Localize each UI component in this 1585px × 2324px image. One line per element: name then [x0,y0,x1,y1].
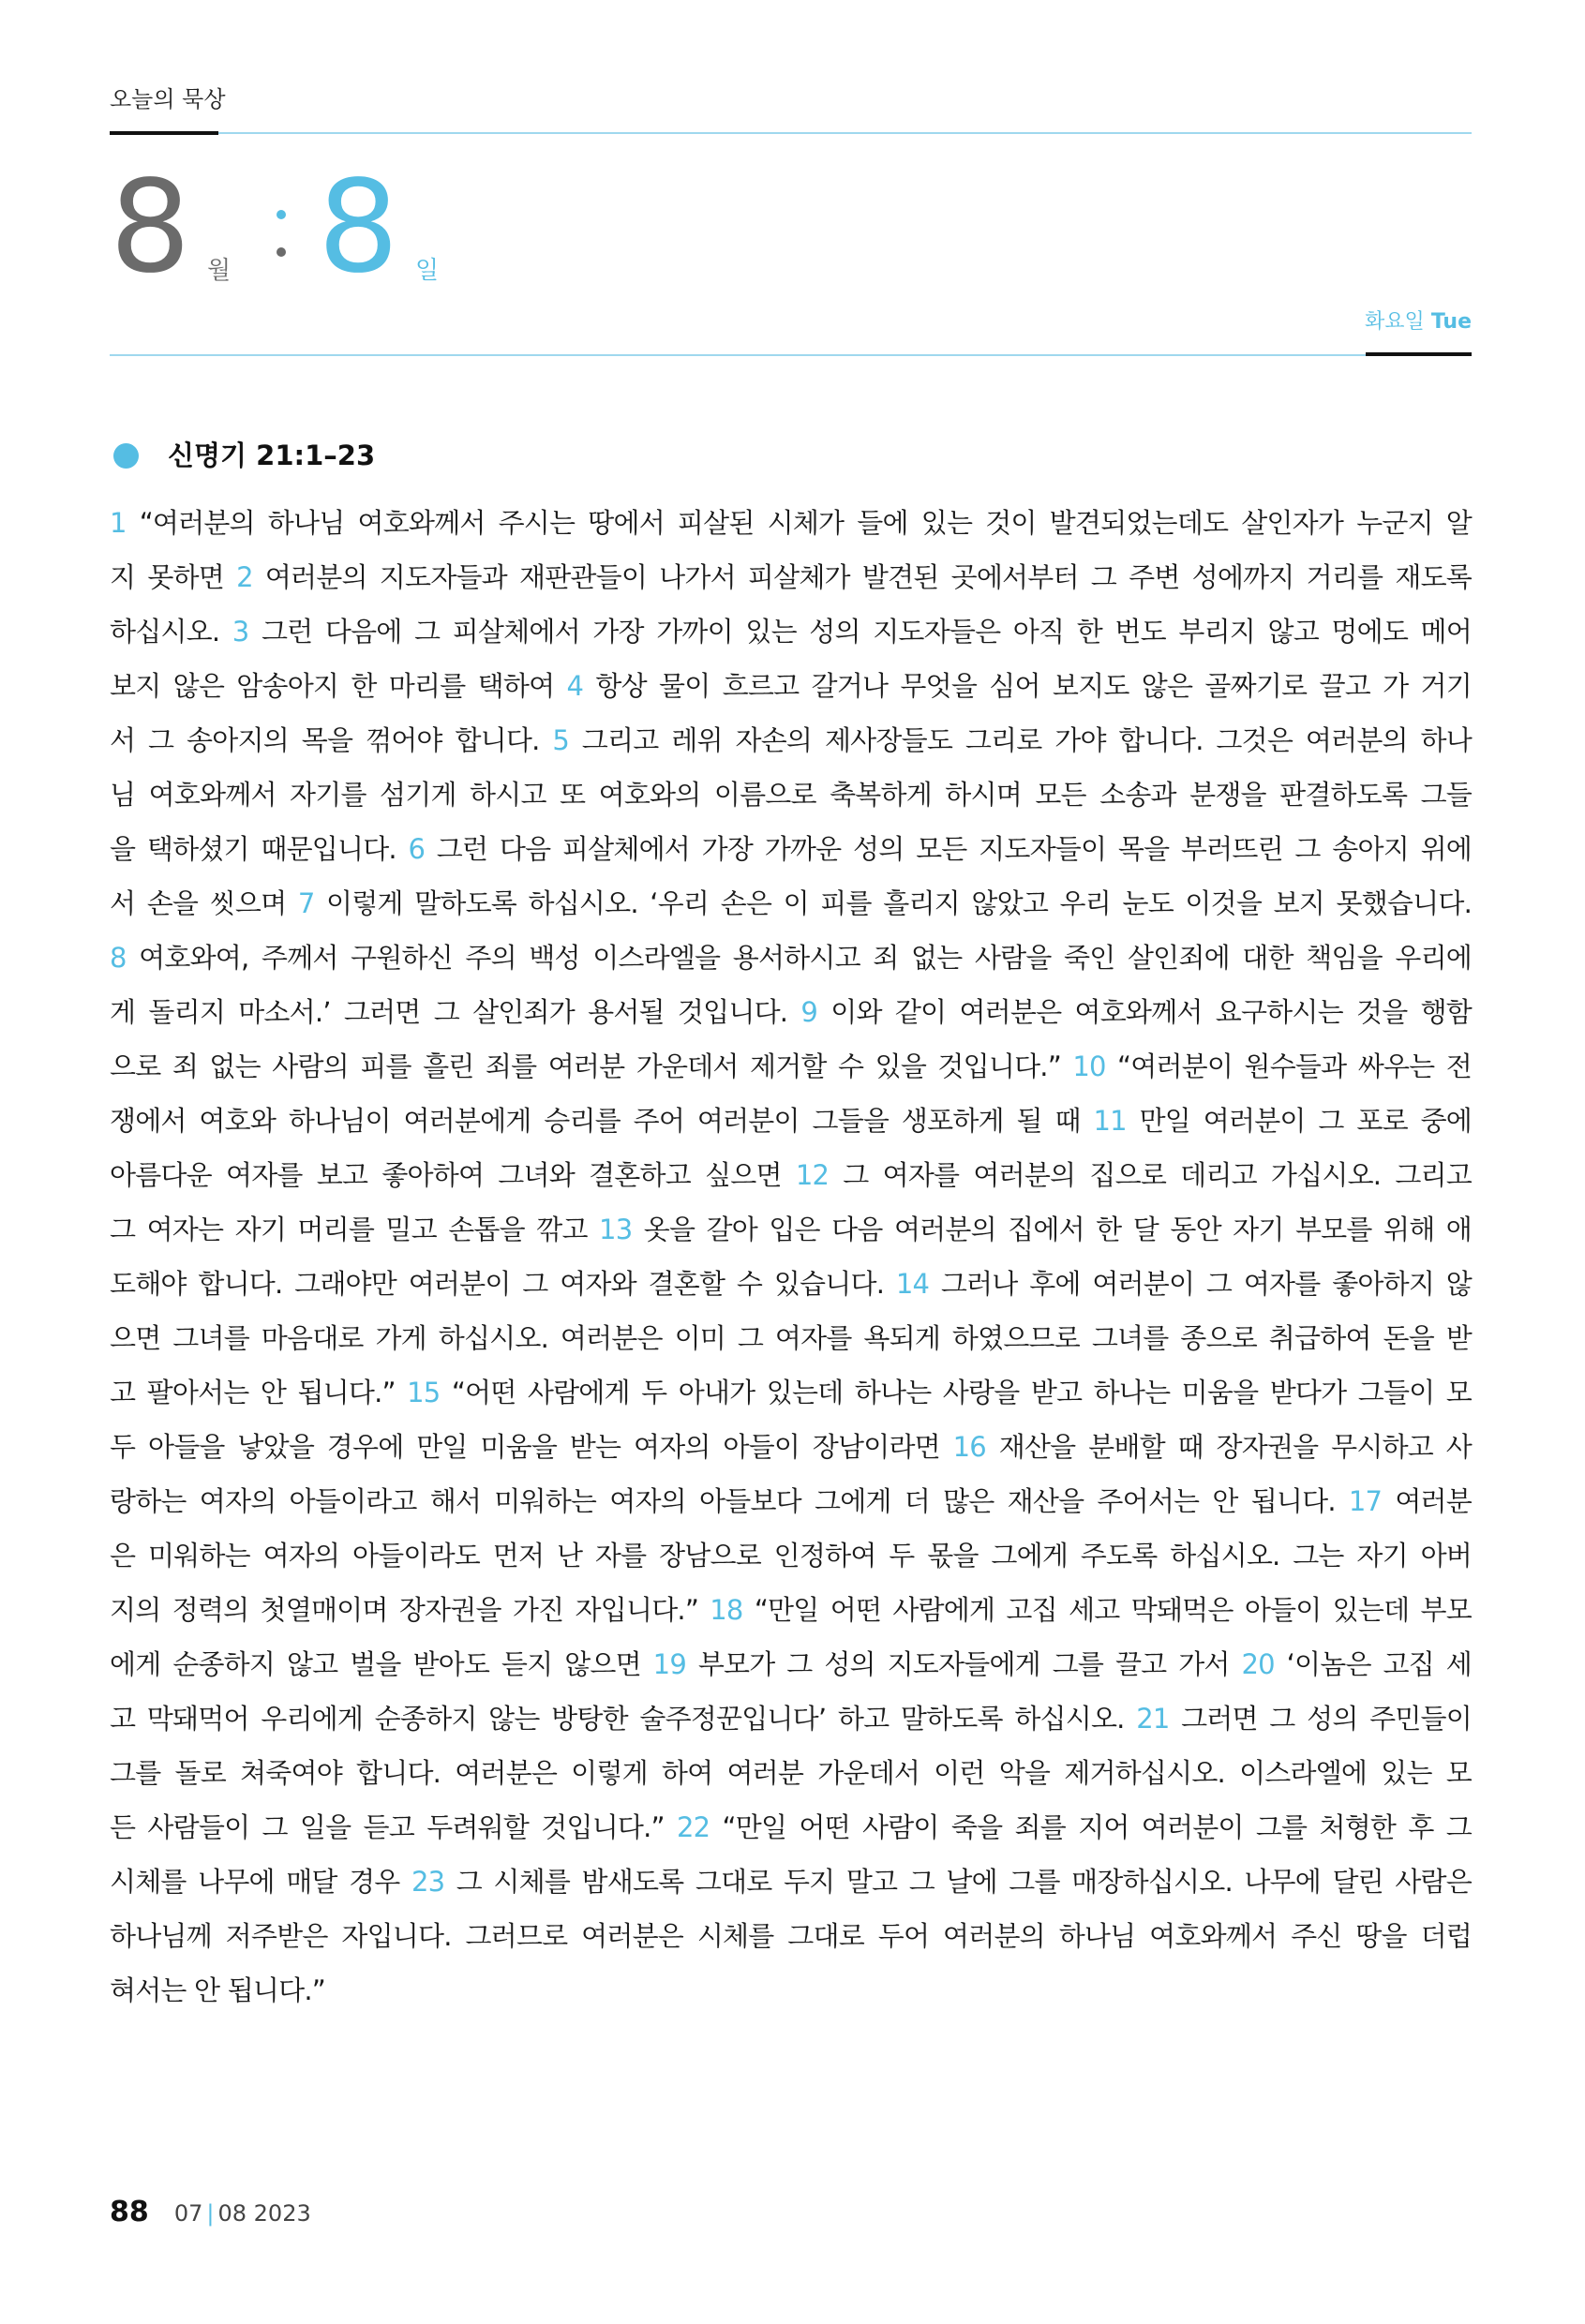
verse-text: 하나님께 저주받은 자입니다. 그러므로 여러분은 시체를 그대로 두어 여러분의 하나님 여호와께서 주신 땅을 더럽 [110,1920,1472,1952]
body-line [110,767,1472,822]
verse-number: 9 [800,996,831,1028]
body-line [110,1257,1472,1311]
verse-text: 랑하는 여자의 아들이라고 해서 미워하는 여자의 아들보다 그에게 더 많은 재산을 주어서는 안 됩니다. [110,1485,1349,1517]
verse-text: 지의 정력의 첫열매이며 장자권을 가진 자입니다.” [110,1594,710,1626]
body-line [110,822,1472,876]
body-line [110,1420,1472,1474]
verse-text: 아름다운 여자를 보고 좋아하여 그녀와 결혼하고 싶으면 [110,1159,796,1191]
section-label: 오늘의 묵상 [110,86,226,112]
day-unit: 일 [415,257,440,285]
page-number: 88 [110,2196,149,2228]
verse-text: 고 팔아서는 안 됩니다.” [110,1377,408,1408]
weekday-english: Tue [1430,310,1472,334]
body-line [110,1691,1472,1746]
verse-text: 그 여자는 자기 머리를 밀고 손톱을 깎고 [110,1214,600,1245]
verse-text: “만일 어떤 사람이 죽을 죄를 지어 여러분이 그를 처형한 후 그 [722,1811,1472,1843]
verse-text: 은 미워하는 여자의 아들이라도 먼저 난 자를 장남으로 인정하여 두 몫을 그에게 주도록 하십시오. 그는 자기 아버 [110,1540,1472,1572]
body-line [110,1583,1472,1637]
verse-number: 7 [297,887,326,919]
body-line [110,931,1472,985]
verse-text: 항상 물이 흐르고 갈거나 무엇을 심어 보지도 않은 골짜기로 끌고 가 거기 [595,670,1472,702]
verse-text: “여러분이 원수들과 싸우는 전 [1117,1050,1472,1082]
verse-text: 두 아들을 낳았을 경우에 만일 미움을 받는 여자의 아들이 장남이라면 [110,1431,953,1463]
body-line [110,1311,1472,1365]
verse-text: 서 그 송아지의 목을 꺾어야 합니다. [110,724,553,756]
month-number: 8 [110,154,187,302]
issue-month: 07 [173,2200,203,2227]
verse-text: 시체를 나무에 매달 경우 [110,1866,411,1898]
verse-text: 도해야 합니다. 그래야만 여러분이 그 여자와 결혼할 수 있습니다. [110,1268,896,1300]
body-line [110,876,1472,931]
body-line [110,659,1472,713]
verse-text: 여러분 [1395,1485,1472,1517]
body-line [110,1855,1472,1909]
body-line [110,1909,1472,1963]
body-line [110,1963,1472,2018]
colon-dot-top [277,210,286,219]
verse-text: 옷을 갈아 입은 다음 여러분의 집에서 한 달 동안 자기 부모를 위해 애 [643,1214,1472,1245]
verse-number: 20 [1241,1648,1287,1680]
verse-text: 이렇게 말하도록 하십시오. ‘우리 손은 이 피를 흘리지 않았고 우리 눈도 이것을 보지 못했습니다. [325,887,1472,919]
verse-text: ‘이놈은 고집 세 [1286,1648,1472,1680]
verse-number: 16 [952,1431,999,1463]
verse-number: 10 [1072,1050,1118,1082]
body-line [110,1365,1472,1420]
body-line [110,496,1472,550]
verse-text: 을 택하셨기 때문입니다. [110,833,409,865]
body-line [110,1637,1472,1691]
body-line [110,1148,1472,1202]
colon-dot-bottom [277,247,286,257]
weekday-korean: 화요일 [1365,310,1425,334]
mid-rule-dark [1366,352,1472,356]
day-number: 8 [318,154,396,302]
verse-text: 그러면 그 성의 주민들이 [1181,1703,1472,1735]
verse-text: 서 손을 씻으며 [110,887,298,919]
verse-text: 하십시오. [110,616,232,648]
verse-text: 혀서는 안 됩니다.” [110,1974,325,2006]
verse-text: 이와 같이 여러분은 여호와께서 요구하시는 것을 행함 [830,996,1473,1028]
verse-number: 4 [566,670,596,702]
verse-number: 8 [110,942,140,974]
body-line [110,1474,1472,1528]
verse-text: 부모가 그 성의 지도자들에게 그를 끌고 가서 [697,1648,1242,1680]
issue-date [174,2200,311,2227]
verse-number: 3 [232,616,262,648]
verse-text: 만일 여러분이 그 포로 중에 [1139,1105,1472,1137]
verse-text: 그리고 레위 자손의 제사장들도 그리로 가야 합니다. 그것은 여러분의 하나 [581,724,1472,756]
body-line [110,1094,1472,1148]
body-line [110,1800,1472,1855]
verse-text: 보지 않은 암송아지 한 마리를 택하여 [110,670,567,702]
body-line [110,1202,1472,1257]
issue-separator: | [206,2200,215,2227]
verse-number: 18 [710,1594,755,1626]
body-line [110,604,1472,659]
verse-text: 여호와여, 주께서 구원하신 주의 백성 이스라엘을 용서하시고 죄 없는 사람을 죽인 살인죄에 대한 책임을 우리에 [139,942,1472,974]
verse-text: 그 여자를 여러분의 집으로 데리고 가십시오. 그리고 [843,1159,1472,1191]
verse-text: 고 막돼먹어 우리에게 순종하지 않는 방탕한 술주정꾼입니다’ 하고 말하도록 하십시오. [110,1703,1137,1735]
verse-number: 1 [110,507,140,539]
body-line [110,985,1472,1039]
date-display [110,154,766,302]
weekday [1365,305,1472,335]
verse-number: 14 [895,1268,941,1300]
scripture-body [110,496,1472,2018]
top-rule-light [218,132,1472,134]
month-unit: 월 [207,257,232,285]
verse-text: 재산을 분배할 때 장자권을 무시하고 사 [998,1431,1472,1463]
verse-text: 으면 그녀를 마음대로 가게 하십시오. 여러분은 이미 그 여자를 욕되게 하였으므로 그녀를 종으로 취급하여 돈을 받 [110,1322,1472,1354]
body-line [110,550,1472,604]
verse-number: 5 [552,724,582,756]
verse-text: 쟁에서 여호와 하나님이 여러분에게 승리를 주어 여러분이 그들을 생포하게 될 때 [110,1105,1094,1137]
verse-number: 12 [795,1159,844,1191]
verse-text: 님 여호와께서 자기를 섬기게 하시고 또 여호와의 이름으로 축복하게 하시며 모든 소송과 분쟁을 판결하도록 그들 [110,779,1472,811]
verse-number: 19 [652,1648,698,1680]
verse-text: 그 시체를 밤새도록 그대로 두지 말고 그 날에 그를 매장하십시오. 나무에 달린 사람은 [456,1866,1472,1898]
verse-text: “여러분의 하나님 여호와께서 주시는 땅에서 피살된 시체가 들에 있는 것이 발견되었는데도 살인자가 누군지 알 [139,507,1472,539]
verse-number: 23 [411,1866,456,1898]
body-line [110,1746,1472,1800]
mid-rule-light [110,354,1366,356]
verse-text: “어떤 사람에게 두 아내가 있는데 하나는 사랑을 받고 하나는 미움을 받다가 그들이 모 [451,1377,1472,1408]
body-line [110,1039,1472,1094]
verse-number: 11 [1093,1105,1140,1137]
verse-number: 15 [407,1377,452,1408]
verse-text: 게 돌리지 마소서.’ 그러면 그 살인죄가 용서될 것입니다. [110,996,801,1028]
verse-text: 여러분의 지도자들과 재판관들이 나가서 피살체가 발견된 곳에서부터 그 주변 성에까지 거리를 재도록 [264,561,1472,593]
verse-text: 그를 돌로 쳐죽여야 합니다. 여러분은 이렇게 하여 여러분 가운데서 이런 악을 제거하십시오. 이스라엘에 있는 모 [110,1757,1472,1789]
top-rule-dark [110,131,218,135]
verse-text: 든 사람들이 그 일을 듣고 두려워할 것입니다.” [110,1811,677,1843]
verse-text: 지 못하면 [110,561,237,593]
body-line [110,1528,1472,1583]
verse-text: “만일 어떤 사람에게 고집 세고 막돼먹은 아들이 있는데 부모 [754,1594,1472,1626]
verse-text: 그런 다음 피살체에서 가장 가까운 성의 모든 지도자들이 목을 부러뜨린 그 송아지 위에 [436,833,1472,865]
issue-rest: 08 2023 [217,2200,311,2227]
verse-text: 그러나 후에 여러분이 그 여자를 좋아하지 않 [940,1268,1472,1300]
reading-reference: 신명기 21:1–23 [168,439,376,471]
verse-number: 17 [1348,1485,1396,1517]
verse-number: 6 [408,833,437,865]
verse-text: 그런 다음에 그 피살체에서 가장 가까이 있는 성의 지도자들은 아직 한 번도 부리지 않고 멍에도 메어 [261,616,1472,648]
verse-number: 21 [1136,1703,1182,1735]
verse-number: 2 [236,561,265,593]
verse-text: 으로 죄 없는 사람의 피를 흘린 죄를 여러분 가운데서 제거할 수 있을 것입니다.” [110,1050,1073,1082]
verse-number: 22 [676,1811,723,1843]
verse-text: 에게 순종하지 않고 벌을 받아도 듣지 않으면 [110,1648,653,1680]
verse-number: 13 [599,1214,644,1245]
page-footer [110,2196,311,2233]
body-line [110,713,1472,767]
bullet-dot-icon [113,443,139,469]
